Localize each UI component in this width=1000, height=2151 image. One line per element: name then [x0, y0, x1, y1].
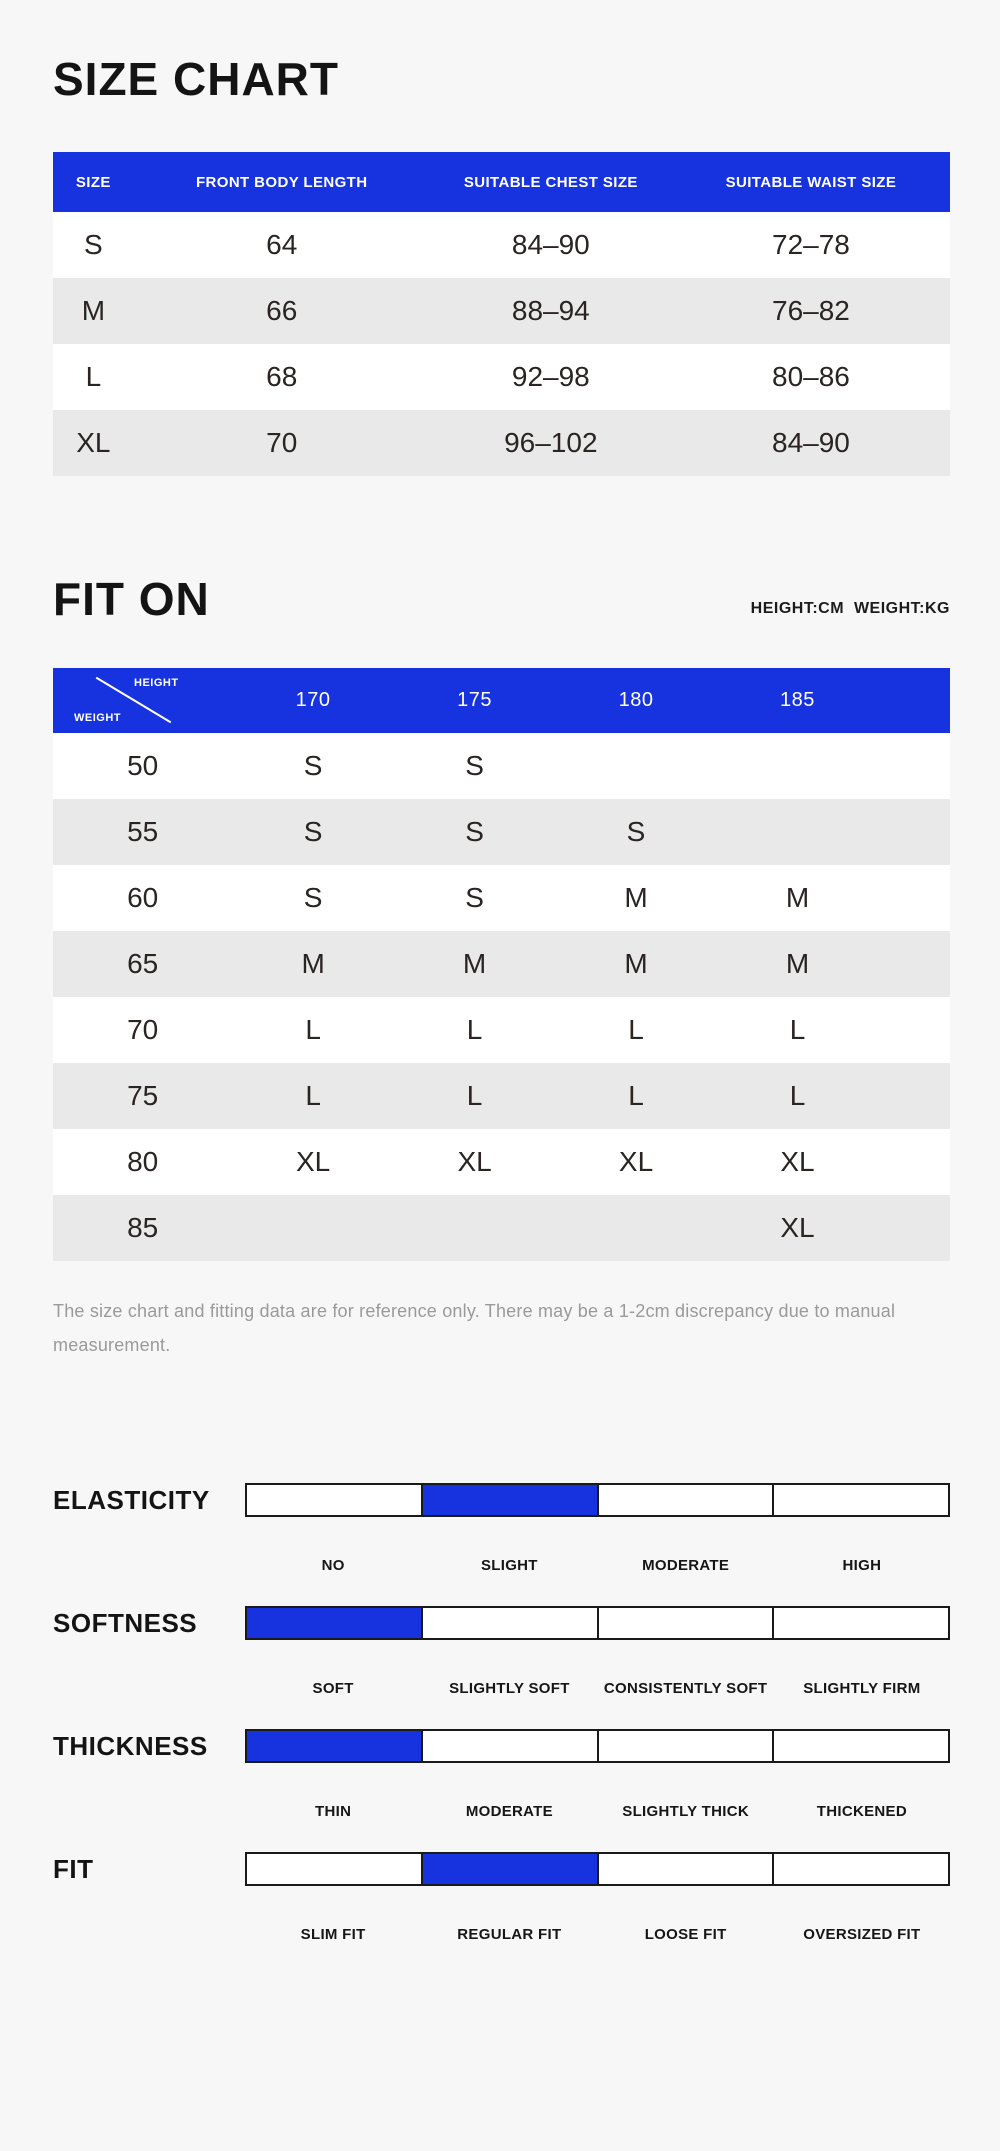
table-cell: L	[628, 1080, 644, 1111]
measurement-disclaimer: The size chart and fitting data are for reference only. There may be a 1-2cm discrepancy due to manual measurement.	[53, 1301, 896, 1355]
scale-segment-active	[247, 1608, 421, 1638]
attribute-row	[53, 1852, 950, 1944]
table-cell: 66	[266, 295, 298, 326]
scale-segment-active	[421, 1485, 597, 1515]
table-cell: 85	[127, 1212, 159, 1243]
table-cell: L	[628, 1014, 644, 1045]
table-cell: M	[624, 882, 648, 913]
attribute-level-label: NO	[321, 1557, 345, 1574]
column-header-waist-size: SUITABLE WAIST SIZE	[725, 173, 897, 191]
fit-on-header-row	[53, 668, 950, 733]
table-cell: 68	[266, 361, 298, 392]
table-cell: 65	[127, 948, 159, 979]
table-cell: 70	[127, 1014, 159, 1045]
column-header-chest-size: SUITABLE CHEST SIZE	[463, 173, 638, 191]
table-cell: S	[303, 882, 323, 913]
table-cell: M	[785, 882, 810, 913]
attribute-level-label: REGULAR FIT	[457, 1926, 562, 1943]
scale-segment	[421, 1608, 597, 1638]
attribute-level-label: MODERATE	[465, 1803, 553, 1820]
table-row	[53, 344, 950, 410]
table-cell: 70	[266, 427, 298, 458]
scale-segment	[772, 1485, 948, 1515]
size-chart-title: SIZE CHART	[53, 53, 339, 105]
attribute-name: SOFTNESS	[53, 1607, 198, 1638]
scale-segment	[597, 1485, 773, 1515]
scale-segment	[597, 1731, 773, 1761]
attribute-levels	[245, 1557, 950, 1575]
scale-segment	[247, 1485, 421, 1515]
table-row	[53, 1129, 950, 1195]
table-cell: 84–90	[772, 427, 850, 458]
table-cell: XL	[457, 1146, 492, 1177]
table-cell: L	[85, 361, 102, 392]
table-row	[53, 733, 950, 799]
table-cell: M	[301, 948, 325, 979]
table-cell: M	[81, 295, 106, 326]
table-cell: S	[465, 750, 484, 781]
table-row	[53, 997, 950, 1063]
attribute-level-label: MODERATE	[642, 1557, 730, 1574]
table-row	[53, 931, 950, 997]
attribute-row	[53, 1483, 950, 1575]
table-cell: 55	[127, 816, 159, 847]
units-note: HEIGHT:CM WEIGHT:KG	[750, 600, 950, 617]
column-header-size: SIZE	[75, 173, 111, 191]
table-cell: XL	[76, 427, 111, 458]
attribute-level-label: SLIGHTLY SOFT	[449, 1680, 570, 1697]
fit-on-table	[53, 668, 950, 1261]
attribute-row	[53, 1606, 950, 1698]
attribute-level-label: SLIGHTLY FIRM	[803, 1680, 921, 1697]
scale-segment	[597, 1608, 773, 1638]
weight-axis-label: WEIGHT	[74, 712, 121, 724]
scale-segment	[247, 1854, 421, 1884]
size-chart-header-row	[53, 152, 950, 212]
attribute-level-label: SLIGHTLY THICK	[622, 1803, 749, 1820]
attribute-level-label: SOFT	[312, 1680, 354, 1697]
table-cell: L	[789, 1080, 806, 1111]
attribute-scale	[245, 1852, 950, 1886]
attribute-levels	[245, 1803, 950, 1821]
column-header-height-170: 170	[295, 689, 331, 711]
attribute-level-label: THICKENED	[816, 1803, 907, 1820]
table-cell: L	[789, 1014, 806, 1045]
height-weight-corner-cell	[53, 668, 232, 733]
attribute-level-label: HIGH	[842, 1557, 882, 1574]
attribute-name: ELASTICITY	[53, 1484, 210, 1515]
table-cell: 50	[127, 750, 159, 781]
attribute-scales	[53, 1483, 950, 1944]
attribute-levels	[245, 1926, 950, 1944]
table-cell: 80–86	[772, 361, 850, 392]
table-cell: L	[305, 1014, 321, 1045]
scale-segment	[421, 1731, 597, 1761]
column-header-height-185: 185	[780, 689, 815, 711]
table-row	[53, 212, 950, 278]
attribute-row	[53, 1729, 950, 1821]
attribute-levels	[245, 1680, 950, 1698]
table-cell: S	[465, 816, 484, 847]
table-row	[53, 278, 950, 344]
table-cell: M	[624, 948, 648, 979]
table-cell: XL	[295, 1146, 331, 1177]
table-cell: XL	[780, 1146, 815, 1177]
size-chart-table	[53, 152, 950, 476]
table-cell: 80	[127, 1146, 159, 1177]
height-axis-label: HEIGHT	[134, 677, 179, 689]
table-cell: 92–98	[511, 361, 590, 392]
fit-on-section	[53, 573, 950, 1362]
scale-segment	[772, 1854, 948, 1884]
attribute-level-label: LOOSE FIT	[644, 1926, 727, 1943]
attribute-name: FIT	[53, 1853, 94, 1884]
table-row	[53, 410, 950, 476]
table-cell: 76–82	[772, 295, 850, 326]
table-cell: S	[303, 816, 323, 847]
column-header-height-175: 175	[457, 689, 492, 711]
table-cell: S	[303, 750, 323, 781]
attribute-scale	[245, 1606, 950, 1640]
attribute-level-label: SLIM FIT	[300, 1926, 366, 1943]
attribute-name: THICKNESS	[53, 1730, 208, 1761]
fit-on-title: FIT ON	[53, 573, 210, 625]
table-cell: 60	[127, 882, 159, 913]
scale-segment	[772, 1608, 948, 1638]
table-cell: 75	[127, 1080, 159, 1111]
scale-segment	[597, 1854, 773, 1884]
fit-on-body	[53, 733, 950, 1261]
table-cell: XL	[780, 1212, 815, 1243]
table-cell: 64	[266, 229, 298, 260]
table-cell: 96–102	[504, 427, 598, 458]
scale-segment-active	[247, 1731, 421, 1761]
column-header-front-body-length: FRONT BODY LENGTH	[195, 173, 368, 191]
size-chart-section	[53, 53, 950, 476]
table-row	[53, 1063, 950, 1129]
table-cell: L	[466, 1080, 483, 1111]
scale-segment	[772, 1731, 948, 1761]
table-cell: XL	[618, 1146, 654, 1177]
attribute-level-label: SLIGHT	[480, 1557, 538, 1574]
table-cell: L	[305, 1080, 321, 1111]
size-chart-body	[53, 212, 950, 476]
fit-on-heading-row	[53, 573, 950, 625]
table-cell: 84–90	[511, 229, 590, 260]
attribute-scale	[245, 1729, 950, 1763]
table-row	[53, 799, 950, 865]
table-cell: S	[84, 229, 103, 260]
table-cell: 72–78	[772, 229, 850, 260]
scale-segment-active	[421, 1854, 597, 1884]
table-row	[53, 865, 950, 931]
attribute-level-label: THIN	[315, 1803, 352, 1820]
attribute-level-label: OVERSIZED FIT	[803, 1926, 921, 1943]
attribute-scale	[245, 1483, 950, 1517]
table-cell: M	[462, 948, 487, 979]
table-cell: 88–94	[511, 295, 590, 326]
table-cell: M	[785, 948, 810, 979]
table-row	[53, 1195, 950, 1261]
table-cell: L	[466, 1014, 483, 1045]
table-cell: S	[465, 882, 484, 913]
column-header-height-180: 180	[618, 689, 654, 711]
table-cell: S	[626, 816, 646, 847]
attribute-level-label: CONSISTENTLY SOFT	[603, 1680, 768, 1697]
